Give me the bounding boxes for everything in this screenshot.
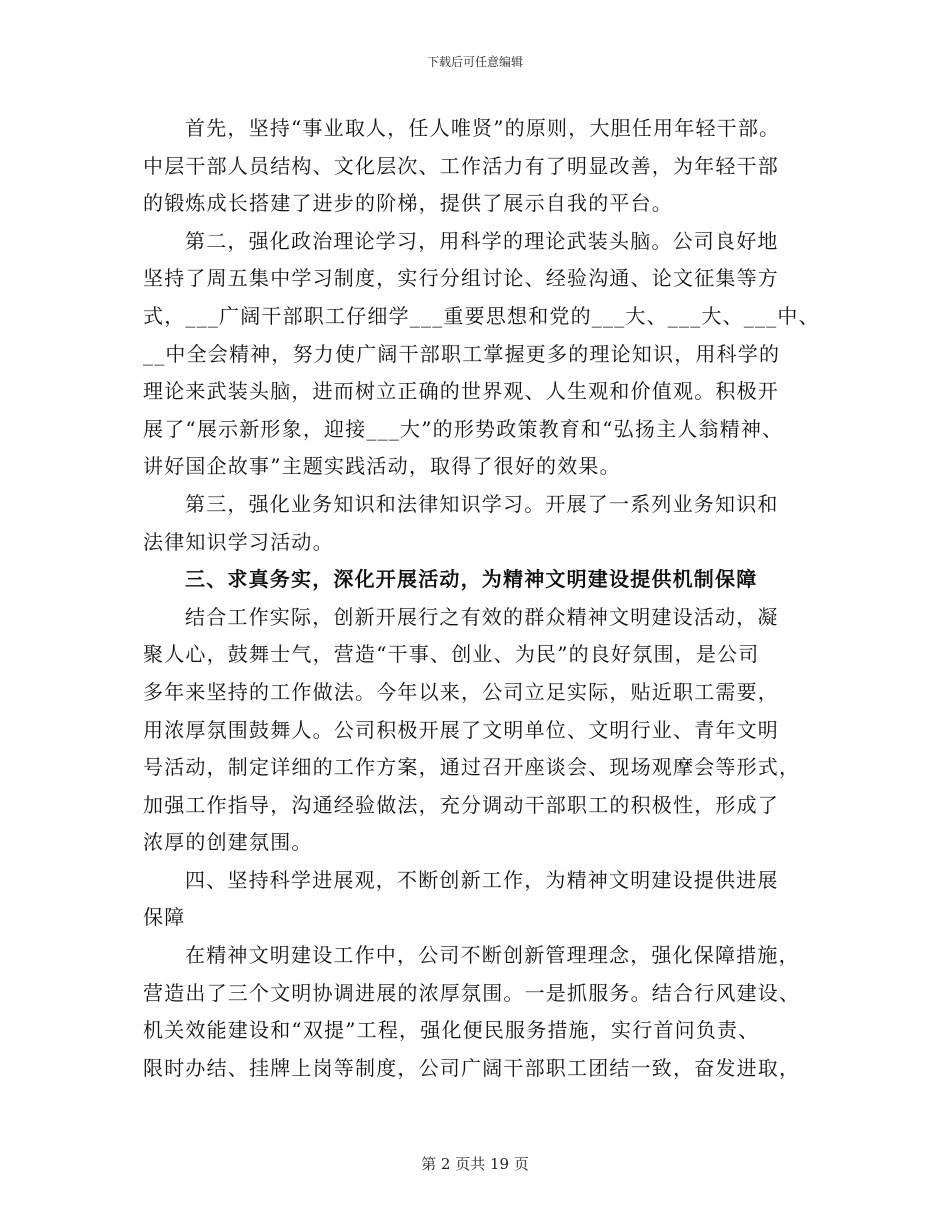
paragraph-line: 结合工作实际，创新开展行之有效的群众精神文明建设活动，凝 (185, 604, 779, 629)
paragraph-line: 号活动，制定详细的工作方案，通过召开座谈会、现场观摩会等形式， (143, 755, 801, 780)
paragraph-line: 在精神文明建设工作中，公司不断创新管理理念，强化保障措施， (185, 943, 800, 968)
paragraph-line: 坚持了周五集中学习制度，实行分组讨论、经验沟通、论文征集等方 (143, 266, 779, 291)
paragraph-line: 加强工作指导，沟通经验做法，充分调动干部职工的积极性，形成了 (143, 792, 779, 817)
paragraph-line: 的锻炼成长搭建了进步的阶梯，提供了展示自我的平台。 (143, 191, 673, 216)
paragraph-line: 理论来武装头脑，进而树立正确的世界观、人生观和价值观。积极开 (143, 379, 779, 404)
paragraph-line: 第二，强化政治理论学习，用科学的理论武装头脑。公司良好地 (185, 228, 779, 253)
paragraph-line: 讲好国企故事”主题实践活动，取得了很好的效果。 (143, 454, 621, 479)
paragraph-line: 浓厚的创建氛围。 (143, 830, 313, 855)
paragraph-line: 机关效能建设和“双提”工程，强化便民服务措施，实行首问负责、 (143, 1018, 760, 1043)
paragraph-line: 第三，强化业务知识和法律知识学习。开展了一系列业务知识和 (185, 491, 779, 516)
paragraph-line: 多年来坚持的工作做法。今年以来，公司立足实际，贴近职工需要， (143, 679, 779, 704)
document-body (143, 110, 818, 1087)
section-heading-continued: 保障 (143, 905, 186, 930)
paragraph-line: 法律知识学习活动。 (143, 529, 334, 554)
paragraph-line: 式，___广阔干部职工仔细学___重要思想和党的___大、___大、___中、 (143, 303, 820, 328)
paragraph-line: 用浓厚氛围鼓舞人。公司积极开展了文明单位、文明行业、青年文明 (143, 717, 779, 742)
section-heading: 三、求真务实，深化开展活动，为精神文明建设提供机制保障 (185, 567, 758, 592)
header-note: 下载后可任意编辑 (426, 55, 523, 69)
page-footer: 第 2 页共 19 页 (421, 1155, 529, 1173)
paragraph-line: 展了“展示新形象，迎接___大”的形势政策教育和“弘扬主人翁精神、 (143, 416, 784, 441)
paragraph-line: 限时办结、挂牌上岗等制度，公司广阔干部职工团结一致，奋发进取， (143, 1055, 801, 1080)
paragraph-line: __中全会精神，努力使广阔干部职工掌握更多的理论知识，用科学的 (143, 341, 781, 366)
section-heading: 四、坚持科学进展观，不断创新工作，为精神文明建设提供进展 (185, 867, 779, 892)
paragraph-line: 首先，坚持“事业取人，任人唯贤”的原则，大胆任用年轻干部。 (185, 116, 781, 140)
paragraph-line: 营造出了三个文明协调进展的浓厚氛围。一是抓服务。结合行风建设、 (143, 980, 801, 1005)
paragraph-line: 中层干部人员结构、文化层次、工作活力有了明显改善，为年轻干部 (143, 153, 779, 178)
paragraph-line: 聚人心，鼓舞士气，营造“干事、创业、为民”的良好氛围，是公司 (143, 642, 760, 667)
